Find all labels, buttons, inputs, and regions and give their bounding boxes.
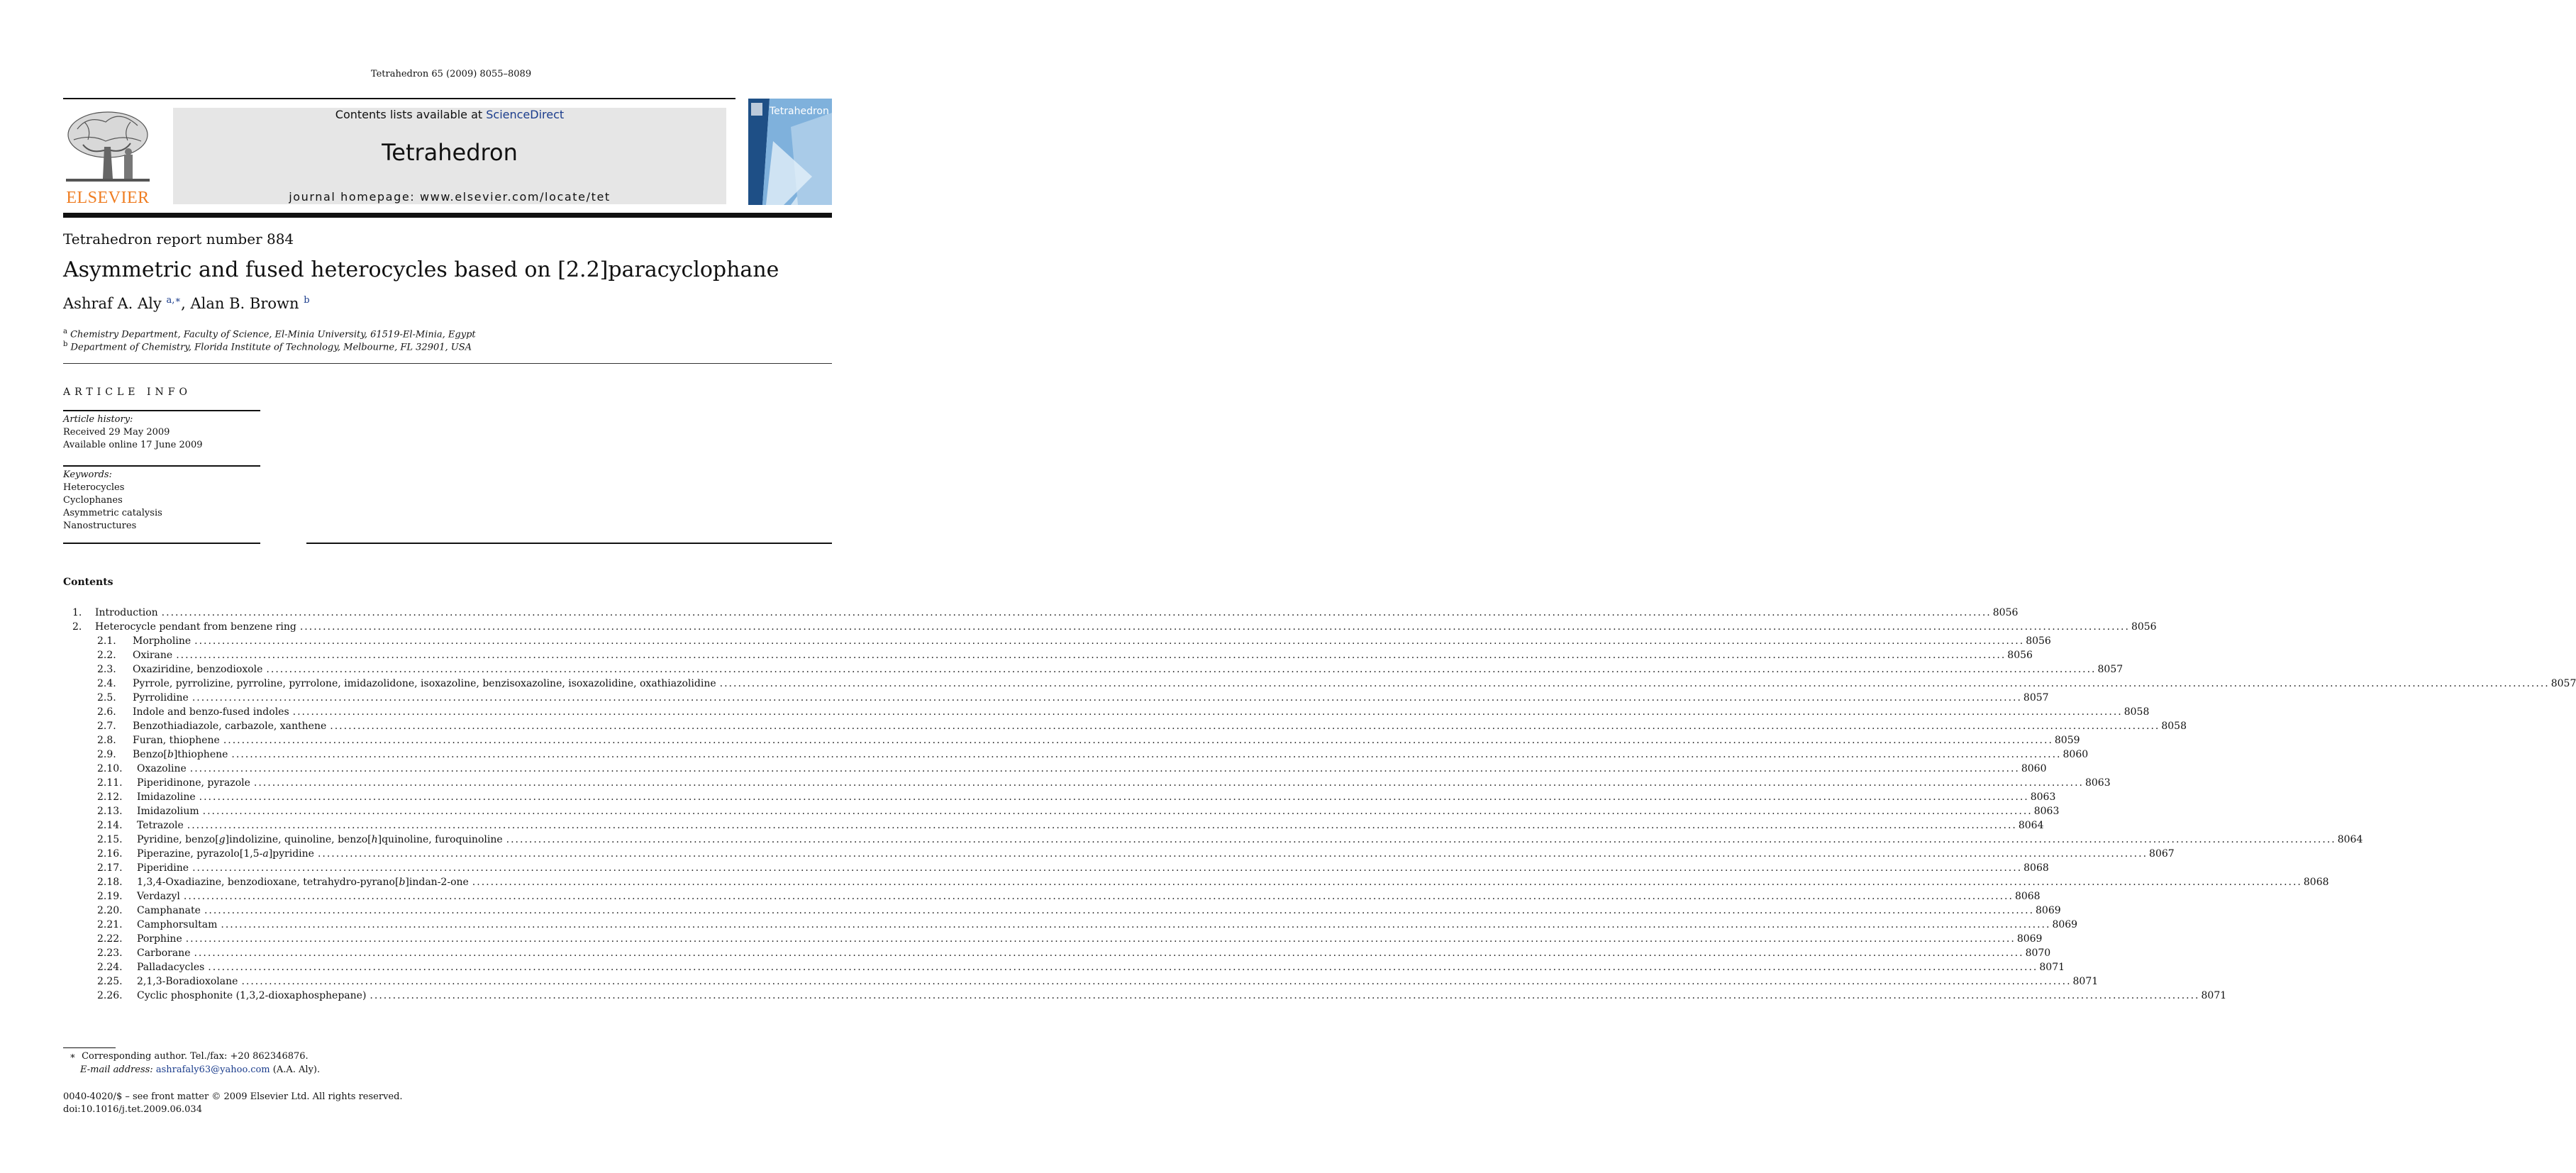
toc-page-number: 8069 — [2036, 905, 2061, 916]
toc-entry[interactable] — [63, 976, 2099, 990]
toc-page-number: 8056 — [1992, 607, 2019, 618]
toc-leader-dots: ................................................................................................................................................................................................................................................................................................................................................................................................................ — [189, 763, 2020, 774]
contents-prefix: Contents lists available at — [335, 108, 487, 121]
toc-title: Morpholine — [133, 635, 191, 647]
toc-leader-dots: ................................................................................................................................................................................................................................................................................................................................................................................................................ — [176, 650, 2006, 661]
toc-leader-dots: ................................................................................................................................................................................................................................................................................................................................................................................................................ — [299, 621, 2130, 633]
toc-entry[interactable] — [63, 933, 2043, 947]
toc-number: 2.7. — [97, 721, 116, 732]
article-info-rule — [63, 543, 260, 544]
toc-entry[interactable] — [63, 919, 2078, 933]
journal-cover-image — [748, 99, 832, 205]
toc-entry[interactable] — [63, 990, 2227, 1004]
keyword: Cyclophanes — [63, 495, 123, 506]
toc-entry[interactable] — [63, 763, 2047, 777]
toc-title: Camphanate — [137, 905, 201, 916]
tree-icon — [63, 108, 152, 187]
toc-title: Introduction — [95, 607, 158, 618]
toc-entry[interactable] — [63, 692, 2049, 706]
toc-page-number: 8071 — [2039, 962, 2065, 973]
author-name: Ashraf A. Aly — [63, 295, 162, 312]
toc-entry[interactable] — [63, 862, 2049, 877]
toc-number: 2.26. — [97, 990, 123, 1001]
toc-number: 2.13. — [97, 806, 123, 817]
toc-title: 1,3,4-Oxadiazine, benzodioxane, tetrahydro-pyrano[b]indan-2-one — [137, 877, 469, 888]
journal-homepage[interactable]: journal homepage: www.elsevier.com/locate/tet — [289, 190, 611, 204]
toc-leader-dots: ................................................................................................................................................................................................................................................................................................................................................................................................................ — [194, 947, 2024, 959]
toc-title: Pyrrole, pyrrolizine, pyrroline, pyrrolone, imidazolidone, isoxazoline, benzisoxazoline, isoxazolidine, oxathiazolidine — [133, 678, 716, 689]
toc-title: Pyridine, benzo[g]indolizine, quinoline, benzo[h]quinoline, furoquinoline — [137, 834, 503, 845]
contents-heading: Contents — [63, 577, 113, 588]
toc-number: 2.22. — [97, 933, 123, 945]
toc-leader-dots: ................................................................................................................................................................................................................................................................................................................................................................................................................ — [506, 834, 2336, 845]
cover-title: Tetrahedron — [770, 106, 829, 117]
toc-entry[interactable] — [63, 621, 2157, 635]
toc-leader-dots: ................................................................................................................................................................................................................................................................................................................................................................................................................ — [204, 905, 2035, 916]
toc-page-number: 8059 — [2054, 735, 2080, 746]
toc-title: Camphorsultam — [137, 919, 218, 930]
toc-title: Oxazoline — [137, 763, 187, 774]
footnote-rule — [63, 1047, 116, 1048]
toc-number: 2.3. — [97, 664, 116, 675]
toc-page-number: 8068 — [2303, 877, 2329, 888]
toc-page-number: 8069 — [2052, 919, 2078, 930]
toc-title: Piperidine — [137, 862, 189, 874]
toc-title: Benzothiadiazole, carbazole, xanthene — [133, 721, 327, 732]
keyword: Nanostructures — [63, 521, 137, 531]
toc-title: Oxaziridine, benzodioxole — [133, 664, 263, 675]
toc-title: Cyclic phosphonite (1,3,2-dioxaphosphepane) — [137, 990, 367, 1001]
keyword: Heterocycles — [63, 482, 125, 493]
toc-title: Furan, thiophene — [133, 735, 220, 746]
author-separator: , — [181, 295, 191, 312]
report-number: Tetrahedron report number 884 — [63, 230, 294, 248]
toc-leader-dots: ................................................................................................................................................................................................................................................................................................................................................................................................................ — [231, 749, 2062, 760]
toc-leader-dots: ................................................................................................................................................................................................................................................................................................................................................................................................................ — [370, 990, 2200, 1001]
toc-page-number: 8064 — [2337, 834, 2363, 845]
toc-number: 2.8. — [97, 735, 116, 746]
email-label: E-mail address: — [80, 1064, 156, 1075]
abstract-rule — [306, 543, 832, 544]
toc-title: Piperazine, pyrazolo[1,5-a]pyridine — [137, 848, 314, 860]
affiliation-mark: b — [63, 340, 68, 348]
toc-title: Heterocycle pendant from benzene ring — [95, 621, 296, 633]
email-suffix: (A.A. Aly). — [270, 1064, 321, 1075]
keyword: Asymmetric catalysis — [63, 508, 162, 518]
toc-number: 2.16. — [97, 848, 123, 860]
author-affiliation-mark[interactable]: b — [304, 295, 310, 306]
toc-leader-dots: ................................................................................................................................................................................................................................................................................................................................................................................................................ — [223, 735, 2053, 746]
elsevier-wordmark: ELSEVIER — [66, 189, 150, 207]
toc-leader-dots: ................................................................................................................................................................................................................................................................................................................................................................................................................ — [208, 962, 2038, 973]
email-footnote — [80, 1064, 320, 1075]
toc-leader-dots: ................................................................................................................................................................................................................................................................................................................................................................................................................ — [330, 721, 2160, 732]
toc-entry[interactable] — [63, 848, 2175, 862]
toc-title: Benzo[b]thiophene — [133, 749, 228, 760]
toc-leader-dots: ................................................................................................................................................................................................................................................................................................................................................................................................................ — [185, 933, 2016, 945]
toc-number: 1. — [72, 607, 82, 618]
toc-page-number: 8071 — [2072, 976, 2099, 987]
email-link[interactable]: ashrafaly63@yahoo.com — [155, 1064, 270, 1075]
toc-entry[interactable] — [63, 607, 2019, 621]
toc-page-number: 8057 — [2550, 678, 2576, 689]
toc-page-number: 8064 — [2018, 820, 2044, 831]
article-title: Asymmetric and fused heterocycles based on [2.2]paracyclophane — [63, 257, 779, 282]
toc-number: 2.21. — [97, 919, 123, 930]
toc-page-number: 8063 — [2084, 777, 2111, 789]
toc-entry[interactable] — [63, 735, 2080, 749]
journal-title: Tetrahedron — [382, 139, 518, 166]
toc-entry[interactable] — [63, 721, 2187, 735]
toc-entry[interactable] — [63, 947, 2051, 962]
available-online-date: Available online 17 June 2009 — [63, 440, 203, 450]
toc-page-number: 8063 — [2030, 791, 2056, 803]
toc-page-number: 8056 — [2026, 635, 2051, 647]
received-date: Received 29 May 2009 — [63, 427, 170, 438]
toc-page-number: 8056 — [2007, 650, 2033, 661]
toc-leader-dots: ................................................................................................................................................................................................................................................................................................................................................................................................................ — [199, 791, 2029, 803]
toc-entry[interactable] — [63, 834, 2363, 848]
toc-title: Imidazoline — [137, 791, 196, 803]
toc-leader-dots: ................................................................................................................................................................................................................................................................................................................................................................................................................ — [202, 806, 2033, 817]
affiliation — [63, 340, 472, 352]
toc-number: 2.14. — [97, 820, 123, 831]
toc-entry[interactable] — [63, 635, 2051, 650]
toc-number: 2.19. — [97, 891, 123, 902]
toc-number: 2.25. — [97, 976, 123, 987]
toc-title: Piperidinone, pyrazole — [137, 777, 250, 789]
toc-leader-dots: ................................................................................................................................................................................................................................................................................................................................................................................................................ — [317, 848, 2148, 860]
toc-number: 2.9. — [97, 749, 116, 760]
toc-page-number: 8067 — [2149, 848, 2175, 860]
toc-number: 2.24. — [97, 962, 123, 973]
toc-title: 2,1,3-Boradioxolane — [137, 976, 238, 987]
toc-entry[interactable] — [63, 749, 2089, 763]
toc-number: 2.20. — [97, 905, 123, 916]
article-info-rule — [63, 465, 260, 467]
toc-leader-dots: ................................................................................................................................................................................................................................................................................................................................................................................................................ — [191, 692, 2022, 704]
header-rule — [63, 98, 735, 99]
toc-number: 2. — [72, 621, 82, 633]
toc-title: Tetrazole — [137, 820, 184, 831]
header-thick-rule — [63, 213, 832, 218]
toc-title: Palladacycles — [137, 962, 205, 973]
elsevier-logo — [63, 108, 152, 209]
toc-entry[interactable] — [63, 806, 2060, 820]
toc-leader-dots: ................................................................................................................................................................................................................................................................................................................................................................................................................ — [472, 877, 2302, 888]
toc-number: 2.6. — [97, 706, 116, 718]
toc-entry[interactable] — [63, 706, 2150, 721]
article-info-rule — [63, 410, 260, 411]
toc-number: 2.1. — [97, 635, 116, 647]
toc-title: Verdazyl — [137, 891, 180, 902]
sciencedirect-link[interactable]: ScienceDirect — [486, 108, 565, 121]
contents-available-line — [173, 108, 726, 121]
author-name: Alan B. Brown — [190, 295, 299, 312]
toc-entry[interactable] — [63, 962, 2065, 976]
toc-number: 2.18. — [97, 877, 123, 888]
toc-page-number: 8060 — [2063, 749, 2089, 760]
toc-number: 2.2. — [97, 650, 116, 661]
footnote-mark: ∗ — [70, 1051, 76, 1062]
toc-entry[interactable] — [63, 678, 2576, 692]
corresponding-footnote — [70, 1051, 309, 1062]
corresponding-text: Corresponding author. Tel./fax: +20 862346876. — [82, 1051, 309, 1062]
toc-number: 2.23. — [97, 947, 123, 959]
toc-title: Indole and benzo-fused indoles — [133, 706, 289, 718]
toc-number: 2.11. — [97, 777, 123, 789]
toc-leader-dots: ................................................................................................................................................................................................................................................................................................................................................................................................................ — [192, 862, 2023, 874]
toc-leader-dots: ................................................................................................................................................................................................................................................................................................................................................................................................................ — [253, 777, 2084, 789]
toc-entry[interactable] — [63, 650, 2033, 664]
journal-reference: Tetrahedron 65 (2009) 8055–8089 — [370, 69, 532, 79]
toc-title: Porphine — [137, 933, 182, 945]
affiliation-text: Department of Chemistry, Florida Institute of Technology, Melbourne, FL 32901, USA — [70, 342, 472, 353]
affiliation-mark: a — [63, 328, 67, 335]
toc-page-number: 8063 — [2033, 806, 2060, 817]
toc-leader-dots: ................................................................................................................................................................................................................................................................................................................................................................................................................ — [719, 678, 2550, 689]
toc-entry[interactable] — [63, 791, 2056, 806]
toc-title: Oxirane — [133, 650, 173, 661]
toc-entry[interactable] — [63, 777, 2111, 791]
toc-entry[interactable] — [63, 820, 2044, 834]
toc-title: Carborane — [137, 947, 191, 959]
toc-page-number: 8069 — [2016, 933, 2043, 945]
toc-title: Pyrrolidine — [133, 692, 189, 704]
toc-page-number: 8068 — [2014, 891, 2041, 902]
keywords-label: Keywords: — [63, 469, 112, 480]
toc-entry[interactable] — [63, 891, 2041, 905]
toc-number: 2.4. — [97, 678, 116, 689]
toc-number: 2.15. — [97, 834, 123, 845]
toc-page-number: 8068 — [2023, 862, 2049, 874]
toc-entry[interactable] — [63, 664, 2123, 678]
toc-leader-dots: ................................................................................................................................................................................................................................................................................................................................................................................................................ — [161, 607, 1992, 618]
toc-page-number: 8057 — [2097, 664, 2123, 675]
toc-entry[interactable] — [63, 877, 2329, 891]
toc-leader-dots: ................................................................................................................................................................................................................................................................................................................................................................................................................ — [221, 919, 2051, 930]
toc-number: 2.5. — [97, 692, 116, 704]
toc-leader-dots: ................................................................................................................................................................................................................................................................................................................................................................................................................ — [194, 635, 2025, 647]
toc-page-number: 8060 — [2021, 763, 2047, 774]
copyright-line: 0040-4020/$ – see front matter © 2009 Elsevier Ltd. All rights reserved. — [63, 1091, 403, 1102]
section-rule — [63, 363, 832, 364]
toc-page-number: 8058 — [2161, 721, 2187, 732]
toc-page-number: 8071 — [2201, 990, 2227, 1001]
journal-banner — [173, 108, 726, 204]
toc-number: 2.17. — [97, 862, 123, 874]
author-list — [63, 295, 310, 312]
toc-leader-dots: ................................................................................................................................................................................................................................................................................................................................................................................................................ — [187, 820, 2017, 831]
toc-page-number: 8070 — [2025, 947, 2051, 959]
toc-title: Imidazolium — [137, 806, 199, 817]
affiliation — [63, 328, 476, 340]
history-label: Article history: — [63, 414, 133, 425]
toc-leader-dots: ................................................................................................................................................................................................................................................................................................................................................................................................................ — [183, 891, 2014, 902]
toc-entry[interactable] — [63, 905, 2061, 919]
article-info-heading: ARTICLE INFO — [63, 387, 191, 398]
toc-number: 2.10. — [97, 763, 123, 774]
toc-leader-dots: ................................................................................................................................................................................................................................................................................................................................................................................................................ — [292, 706, 2123, 718]
doi-line[interactable]: doi:10.1016/j.tet.2009.06.034 — [63, 1104, 202, 1115]
affiliation-text: Chemistry Department, Faculty of Science, El-Minia University, 61519-El-Minia, Egypt — [70, 329, 476, 340]
toc-page-number: 8057 — [2023, 692, 2049, 704]
toc-number: 2.12. — [97, 791, 123, 803]
toc-leader-dots: ................................................................................................................................................................................................................................................................................................................................................................................................................ — [241, 976, 2072, 987]
toc-page-number: 8058 — [2123, 706, 2150, 718]
toc-page-number: 8056 — [2131, 621, 2157, 633]
author-affiliation-mark[interactable]: a,∗ — [166, 295, 182, 306]
toc-leader-dots: ................................................................................................................................................................................................................................................................................................................................................................................................................ — [266, 664, 2097, 675]
